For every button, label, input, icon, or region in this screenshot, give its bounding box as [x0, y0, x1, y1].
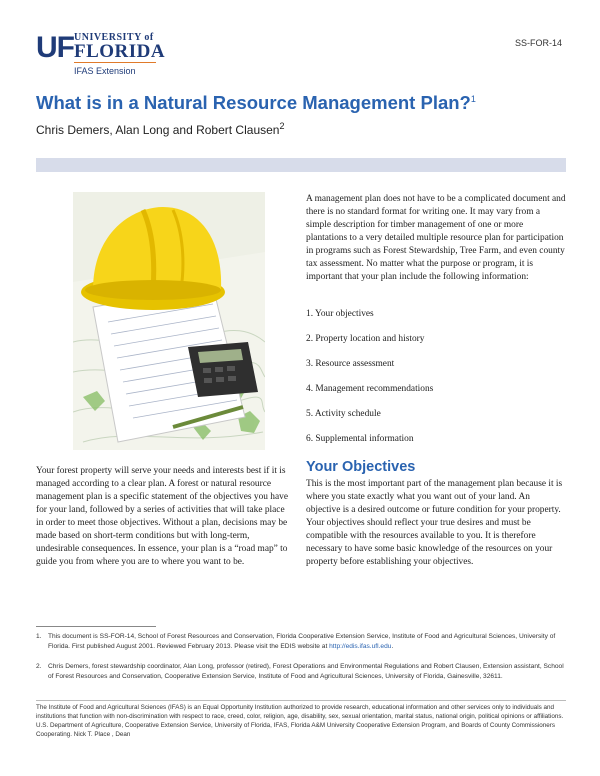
footnote-2: 2. Chris Demers, forest stewardship coordinator, Alan Long, professor (retired), Forest Operations and Environmental Regulations and Robert Clausen, Extension assistant, School of Forest Resources and Conservation, Cooperative Extension Service, Institute of Food and Agricultural Sciences, University of Florida, Gainesville, 32611. [36, 663, 564, 680]
overview-paragraph: Your forest property will serve your needs and interests best if it is managed according to a clear plan. A forest or natural resource management plan is a specific statement of the objectives you have for your land, followed by a series of activities that will take place in order to meet those objectives. Without a plan, decisions may be made based on short-term conditions but with long-term, undesirable consequences. In essence, your plan is a “road map” to guide you from where you are to where you want to be. [36, 466, 288, 567]
section-heading-objectives: Your Objectives [306, 459, 416, 475]
list-item: 5. Activity schedule [306, 409, 381, 419]
logo-university-text: UNIVERSITY of [74, 32, 154, 43]
footnote-number: 1. [36, 633, 42, 640]
page-title: What is in a Natural Resource Management Plan?$^1$ [36, 92, 476, 113]
document-number: SS-FOR-14 [514, 38, 562, 48]
logo-ifas-text: IFAS Extension [74, 66, 136, 76]
list-item: 6. Supplemental information [306, 434, 414, 444]
list-item: 1. Your objectives [306, 309, 374, 319]
authors: Chris Demers, Alan Long and Robert Clausen$^2$ [36, 121, 285, 137]
authors-footnote-marker: 2 [279, 121, 285, 131]
logo-divider [74, 62, 156, 63]
footnote-divider [36, 626, 156, 627]
list-item: 3. Resource assessment [306, 359, 395, 369]
header-band [36, 158, 566, 172]
edis-link[interactable]: http://edis.ifas.ufl.edu [329, 643, 392, 650]
title-footnote-marker: 1 [470, 93, 476, 104]
logo-florida-text: FLORIDA [74, 41, 166, 62]
list-item: 4. Management recommendations [306, 384, 434, 394]
uf-logo: UF [36, 31, 74, 64]
footnote-number: 2. [36, 663, 42, 670]
hardhat-plan-photo [73, 192, 265, 450]
objectives-paragraph: This is the most important part of the management plan because it is where you state exactly what you want out of your land. An objective is a desired outcome or future condition for your property. Your objectives should reflect your true desires and must be compatible with the resources available to you. It is therefore necessary to have some basic knowledge of the resources on your property before establishing your objectives. [306, 479, 563, 567]
equal-opportunity-statement: The Institute of Food and Agricultural Sciences (IFAS) is an Equal Opportunity Institution authorized to provide research, educational information and other services only to individuals and institutions that function with non-discrimination with respect to race, creed, color, religion, age, disability, sex, sexual orientation, marital status, national origin, political opinions or affiliations. U.S. Department of Agriculture, Cooperative Extension Service, University of Florida, IFAS, Florida A&M University Cooperative Extension Program, and Boards of County Commissioners Cooperating. Nick T. Place , Dean [36, 704, 564, 738]
bottom-divider [36, 700, 566, 701]
list-item: 2. Property location and history [306, 334, 425, 344]
footnote-1: 1. This document is SS-FOR-14, School of Forest Resources and Conservation, Florida Cooperative Extension Service, Institute of Food and Agricultural Sciences, University of Florida. First published August 2001. Reviewed February 2013. Please visit the EDIS website at http://edis.ifas.ufl.edu. [36, 633, 556, 650]
intro-paragraph: A management plan does not have to be a complicated document and there is no standard format for writing one. It may vary from a simple description for timber management of one or more plantations to a very detailed multiple resource plan for participation in programs such as Forest Stewardship, Tree Farm, and even county tax assessment. No matter what the purpose or program, it is important that your plan include the following information: [306, 194, 566, 282]
